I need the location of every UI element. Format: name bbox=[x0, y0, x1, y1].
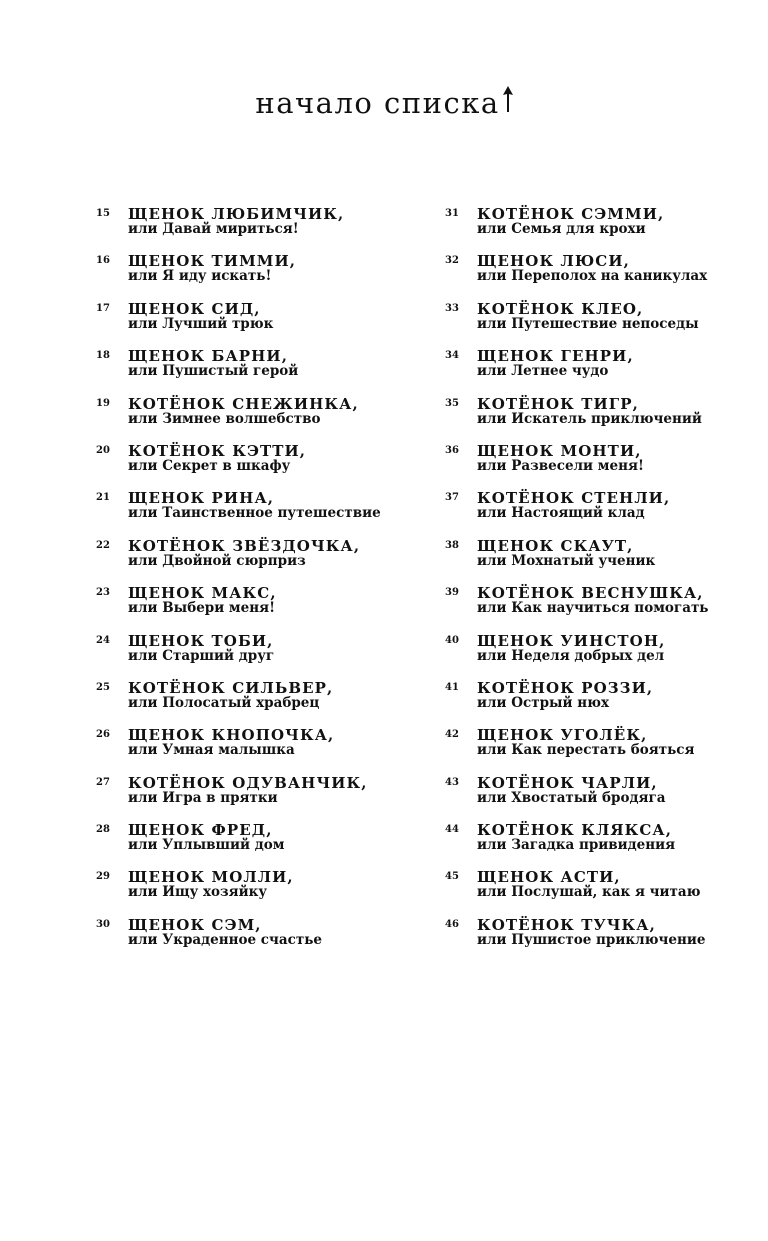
book-number: 15 bbox=[96, 208, 110, 219]
book-entry bbox=[445, 442, 765, 489]
book-entry bbox=[445, 205, 765, 252]
book-title: КОТЁНОК СНЕЖИНКА, bbox=[128, 394, 359, 413]
book-entry bbox=[96, 821, 426, 868]
book-subtitle: или Умная малышка bbox=[128, 742, 295, 759]
book-title: ЩЕНОК ЛЮСИ, bbox=[477, 252, 630, 271]
book-subtitle: или Путешествие непоседы bbox=[477, 315, 699, 332]
book-subtitle: или Как научиться помогать bbox=[477, 600, 709, 617]
book-title: КОТЁНОК СЭММИ, bbox=[477, 205, 665, 223]
book-title: КОТЁНОК ТУЧКА, bbox=[477, 915, 656, 934]
book-entry bbox=[445, 868, 765, 915]
book-entry bbox=[445, 537, 765, 584]
book-title: ЩЕНОК ФРЕД, bbox=[128, 821, 273, 840]
book-number: 46 bbox=[445, 918, 459, 930]
book-subtitle: или Летнее чудо bbox=[477, 363, 609, 380]
book-entry bbox=[96, 774, 426, 821]
book-subtitle: или Пушистое приключение bbox=[477, 931, 706, 948]
book-subtitle: или Уплывший дом bbox=[128, 837, 285, 854]
book-number: 28 bbox=[96, 824, 110, 836]
book-subtitle: или Ищу хозяйку bbox=[128, 884, 267, 901]
book-title: ЩЕНОК АСТИ, bbox=[477, 868, 621, 887]
book-entry bbox=[96, 442, 426, 489]
book-entry bbox=[96, 726, 426, 773]
book-number: 39 bbox=[445, 587, 459, 599]
book-number: 41 bbox=[445, 681, 459, 693]
book-number: 20 bbox=[96, 444, 110, 456]
book-subtitle: или Хвостатый бродяга bbox=[477, 789, 666, 806]
book-entry bbox=[96, 584, 426, 631]
book-number: 42 bbox=[445, 729, 459, 741]
book-subtitle: или Секрет в шкафу bbox=[128, 457, 291, 474]
book-title: КОТЁНОК РОЗЗИ, bbox=[477, 678, 654, 697]
book-entry bbox=[96, 632, 426, 679]
book-title: КОТЁНОК КЛЯКСА, bbox=[477, 821, 673, 840]
book-subtitle: или Переполох на каникулах bbox=[477, 268, 708, 285]
book-entry bbox=[96, 537, 426, 584]
book-entry bbox=[445, 395, 765, 442]
book-title: ЩЕНОК УГОЛЁК, bbox=[477, 726, 648, 745]
book-subtitle: или Полосатый храбрец bbox=[128, 694, 320, 711]
book-number: 30 bbox=[96, 918, 110, 930]
book-number: 45 bbox=[445, 871, 459, 883]
book-entry bbox=[445, 632, 765, 679]
book-subtitle: или Двойной сюрприз bbox=[128, 552, 306, 569]
book-number: 24 bbox=[96, 634, 110, 646]
book-number: 33 bbox=[445, 302, 459, 314]
book-number: 27 bbox=[96, 776, 110, 788]
book-title: КОТЁНОК ТИГР, bbox=[477, 394, 639, 413]
book-subtitle: или Давай мириться! bbox=[128, 221, 299, 237]
book-entry bbox=[445, 821, 765, 868]
book-subtitle: или Загадка привидения bbox=[477, 837, 676, 854]
up-arrow-icon bbox=[503, 86, 513, 112]
book-entry bbox=[445, 679, 765, 726]
book-title: ЩЕНОК ТИММИ, bbox=[128, 252, 297, 271]
book-title: ЩЕНОК БАРНИ, bbox=[128, 347, 289, 366]
book-number: 38 bbox=[445, 539, 459, 551]
book-subtitle: или Мохнатый ученик bbox=[477, 552, 656, 569]
book-subtitle: или Таинственное путешествие bbox=[128, 505, 381, 522]
book-title: ЩЕНОК ТОБИ, bbox=[128, 631, 274, 650]
book-subtitle: или Зимнее волшебство bbox=[128, 410, 321, 427]
book-title: КОТЁНОК ЧАРЛИ, bbox=[477, 773, 658, 792]
book-entry bbox=[96, 916, 426, 963]
book-entry bbox=[96, 395, 426, 442]
book-entry bbox=[445, 489, 765, 536]
book-entry bbox=[445, 300, 765, 347]
book-number: 32 bbox=[445, 255, 459, 267]
book-title: ЩЕНОК СИД, bbox=[128, 299, 261, 318]
book-entry bbox=[96, 489, 426, 536]
book-number: 26 bbox=[96, 729, 110, 741]
book-list-right-column bbox=[445, 205, 765, 963]
book-entry bbox=[445, 726, 765, 773]
book-title: КОТЁНОК ЗВЁЗДОЧКА, bbox=[128, 536, 361, 555]
book-subtitle: или Я иду искать! bbox=[128, 268, 272, 285]
book-number: 34 bbox=[445, 350, 459, 362]
book-title: ЩЕНОК КНОПОЧКА, bbox=[128, 726, 335, 745]
book-subtitle: или Лучший трюк bbox=[128, 315, 274, 332]
book-title: КОТЁНОК ВЕСНУШКА, bbox=[477, 584, 704, 603]
book-number: 35 bbox=[445, 397, 459, 409]
book-title: КОТЁНОК СИЛЬВЕР, bbox=[128, 678, 334, 697]
book-title: КОТЁНОК ОДУВАНЧИК, bbox=[128, 773, 368, 792]
book-entry bbox=[445, 774, 765, 821]
page-title bbox=[0, 86, 768, 120]
book-entry bbox=[96, 252, 426, 299]
book-number: 43 bbox=[445, 776, 459, 788]
book-title: ЩЕНОК РИНА, bbox=[128, 489, 275, 508]
book-subtitle: или Неделя добрых дел bbox=[477, 647, 665, 664]
book-entry bbox=[96, 679, 426, 726]
book-entry bbox=[445, 584, 765, 631]
book-number: 36 bbox=[445, 444, 459, 456]
book-list-left-column bbox=[96, 205, 426, 963]
book-subtitle: или Развесели меня! bbox=[477, 457, 644, 474]
book-title: КОТЁНОК СТЕНЛИ, bbox=[477, 489, 671, 508]
book-subtitle: или Пушистый герой bbox=[128, 363, 299, 380]
book-subtitle: или Выбери меня! bbox=[128, 600, 276, 617]
book-subtitle: или Игра в прятки bbox=[128, 789, 278, 806]
book-title: ЩЕНОК СЭМ, bbox=[128, 915, 262, 934]
book-number: 23 bbox=[96, 587, 110, 599]
book-number: 37 bbox=[445, 492, 459, 504]
book-subtitle: или Послушай, как я читаю bbox=[477, 884, 701, 901]
book-number: 31 bbox=[445, 208, 459, 219]
book-number: 22 bbox=[96, 539, 110, 551]
book-subtitle: или Настоящий клад bbox=[477, 505, 645, 522]
book-number: 18 bbox=[96, 350, 110, 362]
book-entry bbox=[445, 347, 765, 394]
book-entry bbox=[445, 916, 765, 963]
book-number: 29 bbox=[96, 871, 110, 883]
book-title: ЩЕНОК ГЕНРИ, bbox=[477, 347, 634, 366]
book-number: 40 bbox=[445, 634, 459, 646]
book-number: 17 bbox=[96, 302, 110, 314]
book-title: КОТЁНОК КЛЕО, bbox=[477, 299, 644, 318]
book-entry bbox=[96, 205, 426, 252]
book-title: ЩЕНОК МОЛЛИ, bbox=[128, 868, 294, 887]
book-number: 16 bbox=[96, 255, 110, 267]
book-subtitle: или Острый нюх bbox=[477, 694, 610, 711]
page-title-text: начало списка bbox=[255, 86, 500, 120]
book-number: 19 bbox=[96, 397, 110, 409]
book-entry bbox=[96, 300, 426, 347]
book-number: 21 bbox=[96, 492, 110, 504]
book-title: ЩЕНОК МОНТИ, bbox=[477, 441, 642, 460]
book-entry bbox=[445, 252, 765, 299]
book-title: ЩЕНОК СКАУТ, bbox=[477, 536, 634, 555]
book-subtitle: или Искатель приключений bbox=[477, 410, 702, 427]
book-title: КОТЁНОК КЭТТИ, bbox=[128, 441, 307, 460]
book-subtitle: или Старший друг bbox=[128, 647, 275, 664]
book-subtitle: или Семья для крохи bbox=[477, 221, 646, 237]
book-title: ЩЕНОК УИНСТОН, bbox=[477, 631, 666, 650]
book-title: ЩЕНОК ЛЮБИМЧИК, bbox=[128, 205, 345, 223]
book-number: 25 bbox=[96, 681, 110, 693]
book-subtitle: или Как перестать бояться bbox=[477, 742, 695, 759]
book-number: 44 bbox=[445, 824, 459, 836]
book-subtitle: или Украденное счастье bbox=[128, 931, 322, 948]
book-entry bbox=[96, 868, 426, 915]
book-entry bbox=[96, 347, 426, 394]
book-title: ЩЕНОК МАКС, bbox=[128, 584, 277, 603]
